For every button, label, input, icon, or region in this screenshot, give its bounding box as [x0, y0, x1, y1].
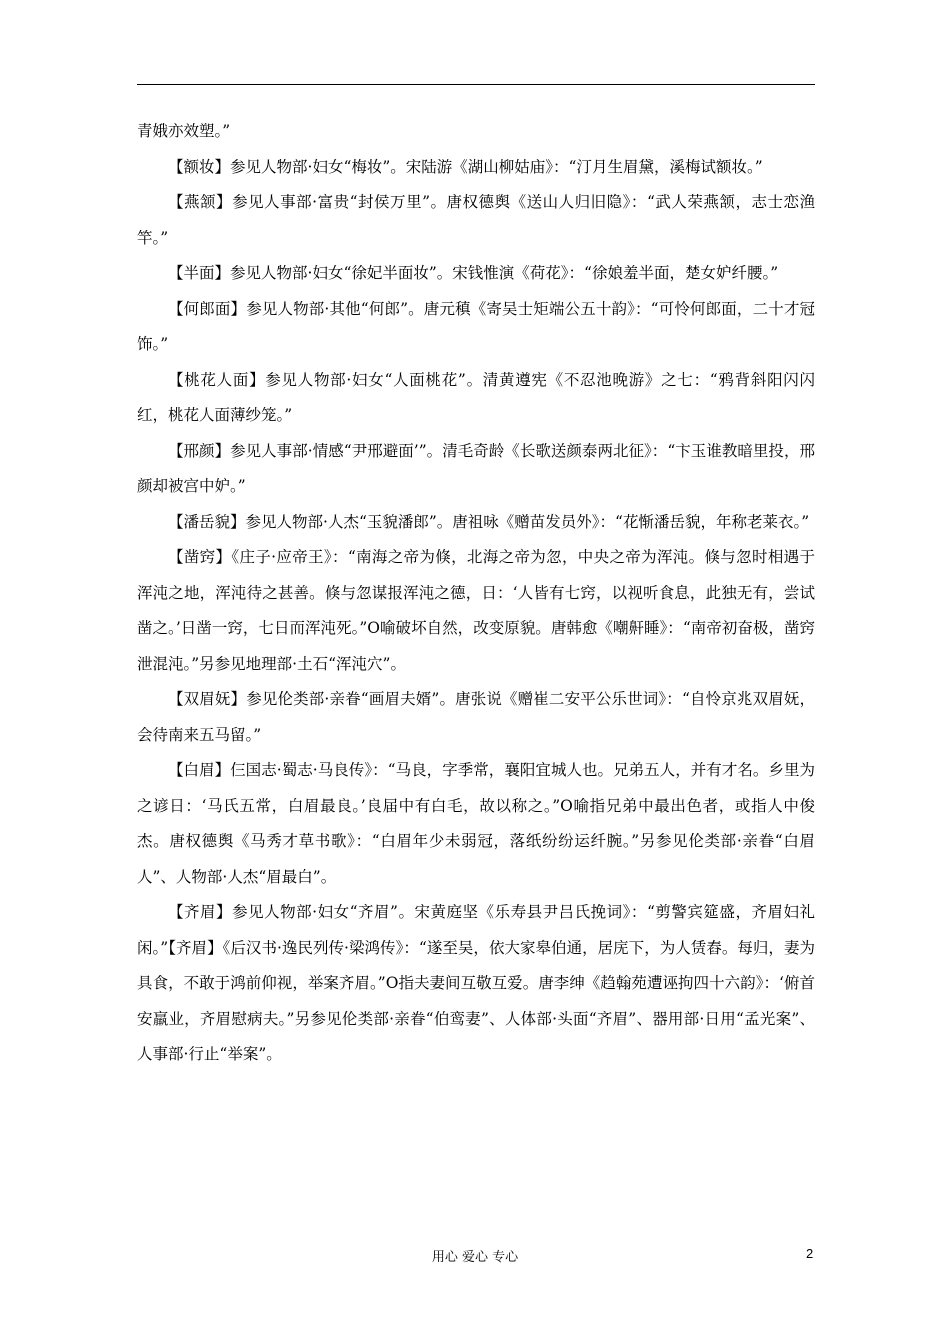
entry-text: 参见人物部·人杰“玉貌潘郎”。唐祖咏《赠苗发员外》：“花惭潘岳貌，年称老莱衣。” [245, 512, 810, 531]
entry-term: 【燕颔】 [168, 193, 233, 211]
entry-text: 《庄子·应帝王》：“南海之帝为倏，北海之帝为忽，中央之帝为浑沌。倏与忽时相遇于浑沌之地，浑沌待之甚善。倏与忽谋报浑沌之德，日：‘人皆有七窍，以视听食息，此独无有，尝试凿之。’日凿一窍，七日而浑沌死。”O喻破坏自然，改变原貌。唐韩愈《嘲鼾睡》：“南帝初奋极，凿窍泄混沌。”另参见地理部·土石“浑沌穴”。 [137, 548, 815, 673]
paragraph [137, 682, 815, 753]
paragraph [137, 150, 815, 186]
entry-text: 参见人物部·其他“何郎”。唐元稹《寄吴士矩端公五十韵》：“可怜何郎面，二十才冠饰。” [137, 299, 815, 353]
entry-text: 参见人事部·富贵“封侯万里”。唐权德舆《送山人归旧隐》：“武人荣燕颔，志士恋渔竿。” [137, 193, 815, 247]
entry-term: 【半面】 [168, 264, 231, 282]
paragraph [137, 540, 815, 682]
paragraph [137, 753, 815, 895]
body-text [137, 114, 815, 1073]
paragraph [137, 895, 815, 1073]
entry-text: 参见伦类部·亲眷“画眉夫婿”。唐张说《赠崔二安平公乐世词》：“自怜京兆双眉妩，会待南来五马留。” [137, 690, 815, 744]
paragraph [137, 185, 815, 256]
entry-term: 【齐眉】 [168, 903, 233, 921]
page-number: 2 [806, 1246, 814, 1261]
entry-text: 青娥亦效塑。” [137, 122, 231, 140]
entry-term: 【何郎面】 [168, 299, 247, 318]
paragraph [137, 434, 815, 505]
paragraph [137, 292, 815, 363]
entry-term: 【白眉】 [168, 761, 231, 779]
entry-text: 参见人事部·情感“尹邢避面’”。清毛奇龄《长歌送颜泰两北征》：“卞玉谁教暗里投，邢颜却被宫中妒。” [137, 441, 815, 495]
entry-text: 参见人物部·妇女“徐妃半面妆”。宋钱惟演《荷花》：“徐娘羞半面，楚女妒纤腰。” [230, 264, 779, 282]
entry-term: 【额妆】 [168, 157, 231, 176]
paragraph [137, 505, 815, 541]
entry-term: 【凿窍】 [168, 548, 232, 566]
paragraph [137, 114, 815, 150]
paragraph [137, 363, 815, 434]
entry-text: 参见人物部·妇女“梅妆”。宋陆游《湖山柳姑庙》：“汀月生眉黛，溪梅试额妆。” [230, 157, 763, 176]
entry-term: 【双眉妩】 [168, 690, 247, 708]
entry-text: 参见人物部·妇女“人面桃花”。清黄遵宪《不忍池晚游》之七：“鸦背斜阳闪闪红，桃花人面薄纱笼。” [137, 370, 815, 424]
header-rule [137, 84, 815, 85]
entry-term: 【邢颜】 [168, 441, 231, 460]
footer-text: 用心 爱心 专心 [431, 1250, 519, 1265]
entry-text: 仨国志·蜀志·马良传》：“马良，字季常，襄阳宜城人也。兄弟五人，并有才名。乡里为之谚日：‘马氏五常，白眉最良。’良届中有白毛，故以称之。”O喻指兄弟中最出色者，或指人中俊杰。唐权德舆《马秀才草书歌》：“白眉年少未弱冠，落纸纷纷运纤腕。”另参见伦类部·亲眷“白眉人”、人物部·人杰“眉最白”。 [137, 761, 815, 886]
paragraph [137, 256, 815, 292]
entry-term: 【桃花人面】 [168, 370, 266, 389]
entry-term: 【潘岳貌】 [168, 512, 246, 531]
entry-text: 参见人物部·妇女“齐眉”。宋黄庭坚《乐寿县尹吕氏挽词》：“剪警宾筵盛，齐眉妇礼闲。”【齐眉】《后汉书·逸民列传·梁鸿传》：“遂至吴，依大家皋伯通，居庑下，为人赁舂。每归，妻为具食，不敢于鸿前仰视，举案齐眉。”O指夫妻间互敬互爱。唐李绅《趋翰苑遭诬拘四十六韵》：‘俯首安羸业，齐眉慰病夫。”另参见伦类部·亲眷“伯鸾妻”、人体部·头面“齐眉”、器用部·日用“孟光案”、人事部·行止“举案”。 [137, 903, 815, 1063]
